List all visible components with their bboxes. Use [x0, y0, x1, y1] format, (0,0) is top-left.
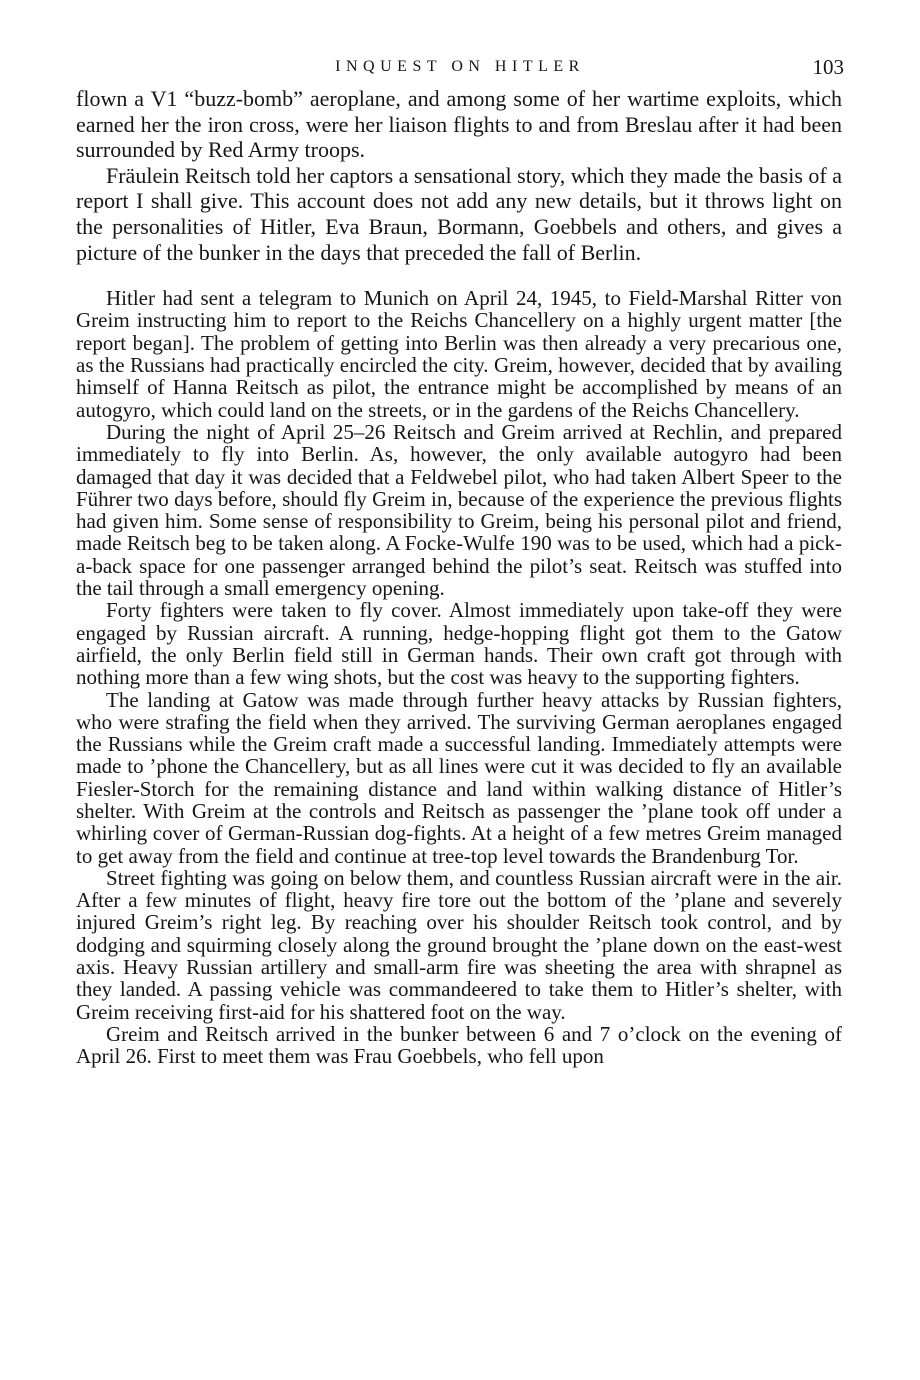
body-text: [76, 86, 842, 1068]
page-number: 103: [812, 55, 844, 79]
paragraph-6: The landing at Gatow was made through further heavy attacks by Russian fighters, who were strafing the field when they arrived. The surviving German aeroplanes engaged the Russians while the Greim craft made a successful landing. Immediately attempts were made to ’phone the Chancellery, but as all lines were cut it was decided to fly an available Fiesler-Storch for the remaining distance and land within walking distance of Hitler’s shelter. With Greim at the controls and Reitsch as passenger the ’plane took off under a whirling cover of German-Russian dog-fights. At a height of a few metres Greim managed to get away from the field and continue at tree-top level towards the Brandenburg Tor.: [76, 687, 842, 868]
paragraph-2: Fräulein Reitsch told her captors a sensational story, which they made the basis of a report I shall give. This account does not add any new details, but it throws light on the personalities of Hitler, Eva Braun, Bormann, Goebbels and others, and gives a picture of the bunker in the days that preceded the fall of Berlin.: [76, 162, 842, 265]
paragraph-8: Greim and Reitsch arrived in the bunker between 6 and 7 o’clock on the evening of April 26. First to meet them was Frau Goebbels, who fell upon: [76, 1021, 842, 1069]
running-head: [76, 52, 844, 82]
paragraph-3: Hitler had sent a telegram to Munich on April 24, 1945, to Field-Marshal Ritter von Greim instructing him to report to the Reichs Chancellery on a highly urgent matter [the report began]. The problem of getting into Berlin was then already a very precarious one, as the Russians had practically encircled the city. Greim, however, decided that by availing himself of Hanna Reitsch as pilot, the entrance might be accomplished by means of an autogyro, which could land on the streets, or in the gardens of the Reichs Chancellery.: [76, 286, 842, 422]
paragraph-7: Street fighting was going on below them, and countless Russian aircraft were in the air. After a few minutes of flight, heavy fire tore out the bottom of the ’plane and severely injured Greim’s right leg. By reaching over his shoulder Reitsch took control, and by dodging and squirming closely along the ground brought the ’plane down on the east-west axis. Heavy Russian artillery and small-arm fire was sheeting the area with shrapnel as they landed. A passing vehicle was commandeered to take them to Hitler’s shelter, with Greim receiving first-aid for his shattered foot on the way.: [76, 865, 842, 1024]
running-title: INQUEST ON HITLER: [335, 58, 585, 75]
paragraph-4: During the night of April 25–26 Reitsch and Greim arrived at Rechlin, and prepared immediately to fly into Berlin. As, however, the only available autogyro had been damaged that day it was decided that a Feldwebel pilot, who had taken Albert Speer to the Führer two days before, should fly Greim in, because of the experience the previous flights had given him. Some sense of responsibility to Greim, being his personal pilot and friend, made Reitsch beg to be taken along. A Focke-Wulfe 190 was to be used, which had a pick-a-back space for one passenger arranged behind the pilot’s seat. Reitsch was stuffed into the tail through a small emergency opening.: [76, 419, 842, 601]
paragraph-1: flown a V1 “buzz-bomb” aeroplane, and among some of her wartime exploits, which earned her the iron cross, were her liaison flights to and from Breslau after it had been surrounded by Red Army troops.: [76, 86, 842, 163]
paragraph-5: Forty fighters were taken to fly cover. Almost immediately upon take-off they were engaged by Russian aircraft. A running, hedge-hopping flight got them to the Gatow airfield, the only Berlin field still in German hands. Their own craft got through with nothing more than a few wing shots, but the cost was heavy to the supporting fighters.: [76, 598, 842, 690]
